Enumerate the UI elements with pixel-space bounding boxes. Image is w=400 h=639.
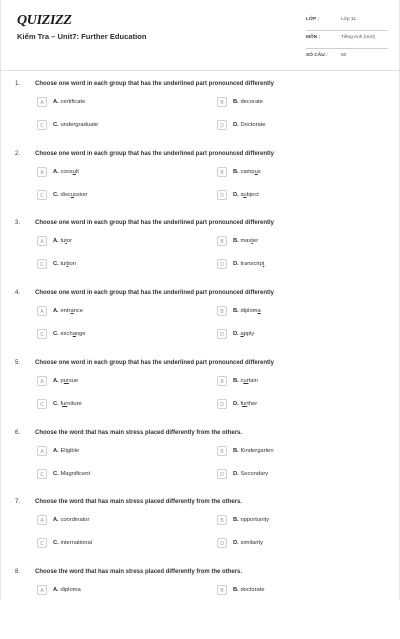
option-text [53,308,83,314]
option-text [53,448,79,454]
option-letter-box: C [37,538,47,548]
option-underlined-part: u [72,168,76,175]
question-number: 4. [15,290,21,297]
option-prefix: B. [233,99,239,105]
option-letter-box: D [217,259,227,269]
option-word-start: Doctorate [240,122,266,128]
option-word-start: exch [60,331,73,338]
option-text [233,192,259,198]
option-underlined-part: t [251,238,254,245]
option-underlined-part: u [243,191,247,198]
option-word-start: diploma [60,586,81,593]
option-letter-box: B [217,236,227,246]
option-word-start: camp [240,168,255,175]
meta-value: Lớp 11 [341,17,356,22]
option-text [233,261,264,267]
option-prefix: C. [53,261,59,268]
option-text [53,238,72,244]
option-word-start: diplom [240,308,258,315]
option-underlined-part: a [70,308,74,315]
option-word-end: nce [73,308,84,315]
option-prefix: C. [53,540,59,547]
option-word-start: c [240,377,244,384]
option-prefix: A. [53,517,59,524]
option-prefix: D. [233,261,239,268]
option-text [233,308,261,314]
question-number: 3. [15,220,21,227]
option-word-end: ssion [73,191,88,198]
option-underlined-part: ur [243,377,249,384]
option-prefix: C. [53,331,59,338]
option-prefix: D. [233,191,239,198]
option-underlined-part: ur [242,400,248,407]
option-prefix: C. [53,191,59,198]
option-word-end: tain [248,377,258,384]
question-text: Choose one word in each group that has the underlined part pronounced differently [35,81,275,87]
question-item [1,81,400,151]
option-word-end: er [253,238,259,245]
option-text [53,401,82,407]
option-letter-box: A [37,376,47,386]
option-word-start: mas [240,238,252,245]
option-word-start: p [60,377,64,384]
option-word-start: transcrip [240,261,263,268]
option-letter-box: B [217,446,227,456]
option-text [233,122,266,128]
option-word-start: tui [60,261,67,268]
option-prefix: D. [233,400,239,407]
option-word-start: f [60,400,63,407]
option-letter-box: C [37,329,47,339]
meta-label: LỚP : [306,17,320,22]
option-word-start: s [240,191,244,198]
option-underlined-part: a [257,308,261,315]
option-prefix: B. [233,168,239,175]
option-text [53,331,86,337]
option-underlined-part: ur [63,377,69,384]
option-text [53,517,89,523]
option-word-end: s [257,168,261,175]
question-number: 7. [15,499,21,506]
option-letter-box: A [37,585,47,595]
question-text: Choose the word that has main stress placed differently from the others. [35,568,243,575]
option-letter-box: A [37,446,47,456]
option-word-end: bject [246,191,259,198]
option-underlined-part: a [240,331,244,338]
option-prefix: C. [53,122,59,128]
option-word-start: f [240,400,243,407]
option-prefix: B. [233,377,239,384]
option-word-end: niture [67,400,82,407]
option-text [53,122,98,128]
option-letter-box: A [37,97,47,107]
option-letter-box: A [37,515,47,525]
question-text: Choose one word in each group that has the underlined part pronounced differently [35,220,275,227]
option-word-end: pply [243,331,255,338]
option-word-end: ther [247,400,258,407]
option-underlined-part: t [65,238,67,245]
meta-row-count [306,51,388,66]
option-text [233,448,274,454]
option-word-start: Magnificent [60,470,91,477]
option-word-start: doctorate [240,586,265,593]
question-item [1,290,400,360]
option-underlined-part: t [66,261,69,268]
option-word-start: opportunity [240,517,270,524]
option-text [233,378,258,384]
option-text [53,540,92,546]
option-word-start: tu [60,238,66,245]
meta-value: 50 [341,53,347,58]
question-number: 2. [15,150,21,157]
meta-label: SỐ CÂU : [306,53,328,58]
option-underlined-part: t [262,261,265,268]
option-prefix: B. [233,517,239,524]
option-word-start: decorate [240,99,263,105]
option-letter-box: D [217,469,227,479]
option-prefix: C. [53,400,59,407]
option-prefix: D. [233,540,239,547]
option-letter-box: C [37,259,47,269]
meta-value: Tiếng Anh (mới) [341,35,376,40]
option-letter-box: C [37,190,47,200]
page-title: Kiểm Tra – Unit7: Further Education [17,32,147,41]
option-prefix: A. [53,308,59,315]
question-text: Choose the word that has main stress placed differently from the others. [35,499,243,506]
option-letter-box: D [217,399,227,409]
option-text [53,99,85,105]
option-text [233,471,268,477]
question-item [1,220,400,290]
option-letter-box: C [37,469,47,479]
option-prefix: D. [233,122,239,128]
option-letter-box: B [217,585,227,595]
option-prefix: A. [53,238,59,245]
option-text [233,517,269,523]
option-letter-box: B [217,515,227,525]
option-prefix: C. [53,470,59,477]
option-underlined-part: u [70,191,74,198]
option-word-start: certificate [60,99,86,105]
option-prefix: B. [233,447,239,454]
option-letter-box: B [217,306,227,316]
option-underlined-part: u [254,168,258,175]
question-text: Choose one word in each group that has the underlined part pronounced differently [35,150,275,157]
option-prefix: A. [53,447,59,454]
option-letter-box: B [217,167,227,177]
option-text [233,99,263,105]
option-text [233,587,265,593]
question-text: Choose one word in each group that has the underlined part pronounced differently [35,290,275,297]
question-number: 1. [15,81,21,87]
option-word-end: ion [68,261,76,268]
meta-row-class [306,15,388,31]
option-letter-box: B [217,376,227,386]
option-text [233,238,258,244]
option-word-end: sue [68,377,79,384]
option-text [53,587,81,593]
option-text [233,169,261,175]
option-letter-box: D [217,538,227,548]
meta-label: MÔN : [306,35,321,40]
option-letter-box: A [37,236,47,246]
worksheet-meta [306,15,388,68]
option-prefix: A. [53,168,59,175]
question-item [1,569,400,639]
option-text [53,471,90,477]
option-letter-box: D [217,329,227,339]
option-text [53,378,78,384]
question-number: 6. [15,429,21,436]
option-word-start: Kindergarten [240,447,274,454]
option-prefix: B. [233,586,239,593]
option-letter-box: B [217,97,227,107]
option-word-end: nge [75,331,86,338]
option-word-end: lt [75,168,79,175]
question-text: Choose the word that has main stress placed differently from the others. [35,429,243,436]
question-text: Choose one word in each group that has the underlined part pronounced differently [35,359,275,366]
option-text [53,169,79,175]
question-item [1,499,400,569]
option-prefix: A. [53,586,59,593]
quizizz-logo: QUIZIZZ [17,13,72,28]
option-text [53,192,88,198]
option-underlined-part: ur [62,400,68,407]
question-item [1,151,400,221]
option-word-start: undergraduate [60,122,99,128]
option-word-start: similarity [240,540,263,547]
question-item [1,360,400,430]
option-word-start: Eligible [60,447,80,454]
question-item [1,430,400,500]
option-word-start: Secondary [240,470,269,477]
option-prefix: B. [233,308,239,315]
option-word-start: entr [60,308,71,315]
option-word-start: coordinator [60,517,90,524]
option-word-start: cons [60,168,73,175]
option-letter-box: D [217,190,227,200]
option-letter-box: C [37,120,47,130]
option-letter-box: D [217,120,227,130]
question-number: 8. [15,568,21,575]
option-text [233,331,254,337]
meta-row-subject [306,33,388,49]
option-text [233,540,263,546]
question-number: 5. [15,359,21,366]
option-prefix: A. [53,99,59,105]
option-prefix: D. [233,470,239,477]
option-letter-box: A [37,167,47,177]
option-underlined-part: a [72,331,76,338]
option-word-start: disc [60,191,71,198]
header-divider [1,70,400,71]
option-prefix: B. [233,238,239,245]
option-prefix: A. [53,377,59,384]
option-text [53,261,76,267]
option-letter-box: A [37,306,47,316]
option-word-start: international [60,540,93,547]
option-word-end: or [66,238,73,245]
option-letter-box: C [37,399,47,409]
option-prefix: D. [233,331,239,338]
option-text [233,401,257,407]
